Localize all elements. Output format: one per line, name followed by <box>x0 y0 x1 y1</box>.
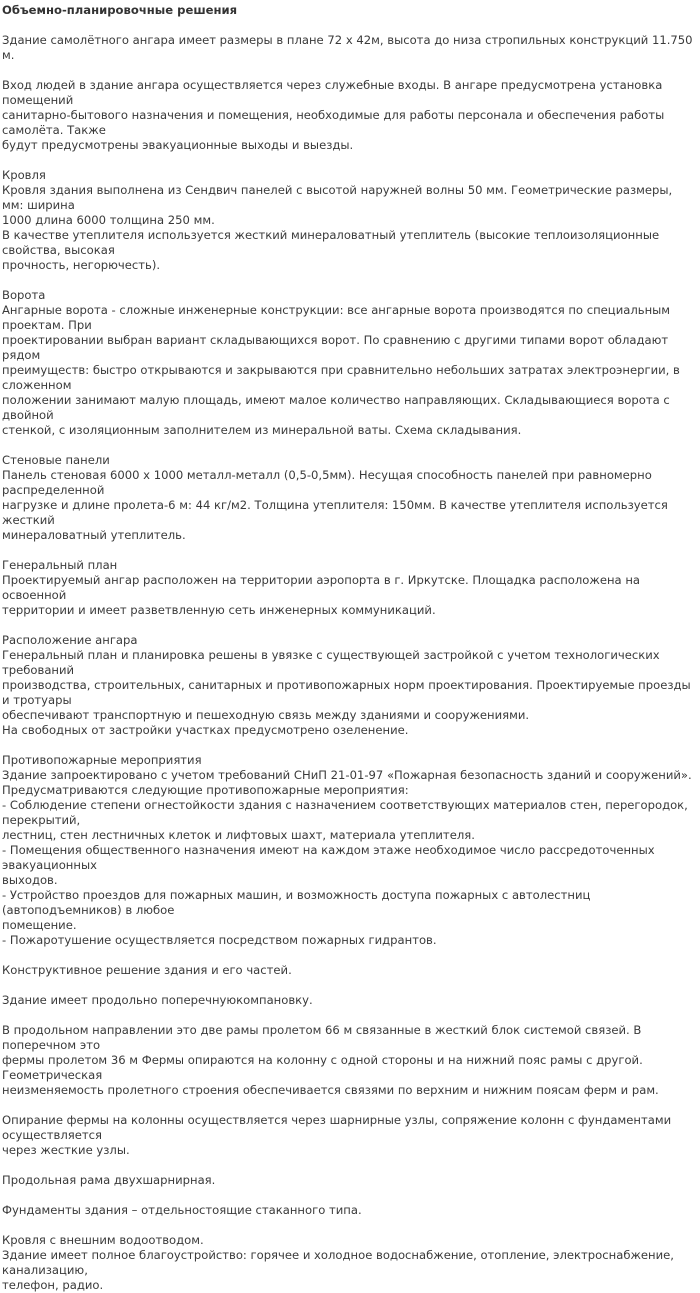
text-line: Предусматриваются следующие противопожарные мероприятия: <box>2 783 409 797</box>
paragraph <box>2 168 697 273</box>
text-line: санитарно-бытового назначения и помещения, необходимые для работы персонала и обеспечения работы самолёта. Также <box>2 108 665 137</box>
text-line: Расположение ангара <box>2 633 138 647</box>
text-line: лестниц, стен лестничных клеток и лифтовых шахт, материала утеплителя. <box>2 828 475 842</box>
text-line: Фундаменты здания – отдельностоящие стаканного типа. <box>2 1203 362 1217</box>
text-line: - Устройство проездов для пожарных машин, и возможность доступа пожарных с автолестниц (автоподъемников) в любое <box>2 888 591 917</box>
paragraph <box>2 633 697 738</box>
text-line: Стеновые панели <box>2 453 110 467</box>
page-title: Объемно-планировочные решения <box>2 3 238 17</box>
paragraph <box>2 963 697 978</box>
text-line: Конструктивное решение здания и его частей. <box>2 963 292 977</box>
text-line: Здание самолётного ангара имеет размеры в плане 72 х 42м, высота до низа стропильных конструкций 11.750 м. <box>2 33 693 62</box>
text-line: Проектируемый ангар расположен на территории аэропорта в г. Иркутске. Площадка расположена на освоенной <box>2 573 641 602</box>
text-line: Панель стеновая 6000 х 1000 металл-металл (0,5-0,5мм). Несущая способность панелей при равномерно распределенной <box>2 468 652 497</box>
text-line: неизменяемость пролетного строения обеспечивается связями по верхним и нижним поясам ферм и рам. <box>2 1083 659 1097</box>
text-line: территории и имеет разветвленную сеть инженерных коммуникаций. <box>2 603 436 617</box>
text-line: Здание имеет продольно поперечнуюкомпановку. <box>2 993 313 1007</box>
text-line: В продольном направлении это две рамы пролетом 66 м связанные в жесткий блок системой связей. В поперечном это <box>2 1023 642 1052</box>
text-line: Кровля здания выполнена из Сендвич панелей с высотой наружней волны 50 мм. Геометрические размеры, мм: ширина <box>2 183 673 212</box>
paragraph <box>2 993 697 1008</box>
text-line: 1000 длина 6000 толщина 250 мм. <box>2 213 215 227</box>
text-line: телефон, радио. <box>2 1278 104 1292</box>
paragraph <box>2 1113 697 1158</box>
paragraph <box>2 78 697 153</box>
text-line: преимуществ: быстро открываются и закрываются при сравнительно небольших затратах электроэнергии, в сложенном <box>2 363 680 392</box>
text-line: фермы пролетом 36 м Фермы опираются на колонну с одной стороны и на нижний пояс рамы с другой. Геометрическая <box>2 1053 643 1082</box>
text-line: через жесткие узлы. <box>2 1143 130 1157</box>
text-line: - Пожаротушение осуществляется посредством пожарных гидрантов. <box>2 933 437 947</box>
text-line: нагрузке и длине пролета-6 м: 44 кг/м2. Толщина утеплителя: 150мм. В качестве утеплителя используется жесткий <box>2 498 668 527</box>
text-line: прочность, негорючесть). <box>2 258 161 272</box>
text-line: На свободных от застройки участках предусмотрено озеленение. <box>2 723 409 737</box>
text-line: Противопожарные мероприятия <box>2 753 202 767</box>
paragraph <box>2 1023 697 1098</box>
paragraph <box>2 288 697 438</box>
text-line: производства, строительных, санитарных и противопожарных норм проектирования. Проектируемые проезды и тротуары <box>2 678 691 707</box>
paragraph <box>2 753 697 948</box>
text-line: обеспечивают транспортную и пешеходную связь между зданиями и сооружениями. <box>2 708 530 722</box>
text-line: положении занимают малую площадь, имеют малое количество направляющих. Складывающиеся ворота с двойной <box>2 393 670 422</box>
text-line: Опирание фермы на колонны осуществляется через шарнирные узлы, сопряжение колонн с фундаментами осуществляется <box>2 1113 672 1142</box>
text-line: проектировании выбран вариант складывающихся ворот. По сравнению с другими типами ворот обладают рядом <box>2 333 669 362</box>
text-line: - Соблюдение степени огнестойкости здания с назначением соответствующих материалов стен, перегородок, перекрытий, <box>2 798 688 827</box>
text-line: В качестве утеплителя используется жесткий минераловатный утеплитель (высокие теплоизоляционные свойства, высокая <box>2 228 660 257</box>
text-line: Здание имеет полное благоустройство: горячее и холодное водоснабжение, отопление, электроснабжение, канализацию, <box>2 1248 674 1277</box>
text-line: выходов. <box>2 873 58 887</box>
text-line: будут предусмотрены эвакуационные выходы и выезды. <box>2 138 354 152</box>
text-line: Здание запроектировано с учетом требований СНиП 21-01-97 «Пожарная безопасность зданий и сооружений». <box>2 768 692 782</box>
paragraph <box>2 453 697 543</box>
text-line: Кровля с внешним водоотводом. <box>2 1233 204 1247</box>
paragraph <box>2 558 697 618</box>
text-line: стенкой, с изоляционным заполнителем из минеральной ваты. Схема складывания. <box>2 423 522 437</box>
text-line: Генеральный план <box>2 558 118 572</box>
text-line: Кровля <box>2 168 46 182</box>
text-line: Продольная рама двухшарнирная. <box>2 1173 216 1187</box>
paragraph <box>2 33 697 63</box>
document-body <box>2 33 697 1293</box>
text-line: Генеральный план и планировка решены в увязке с существующей застройкой с учетом технологических требований <box>2 648 660 677</box>
text-line: Ворота <box>2 288 46 302</box>
paragraph <box>2 1233 697 1293</box>
text-line: помещение. <box>2 918 77 932</box>
text-line: Вход людей в здание ангара осуществляется через служебные входы. В ангаре предусмотрена установка помещений <box>2 78 663 107</box>
text-line: - Помещения общественного назначения имеют на каждом этаже необходимое число рассредоточенных эвакуационных <box>2 843 655 872</box>
text-line: минераловатный утеплитель. <box>2 528 186 542</box>
paragraph <box>2 1173 697 1188</box>
text-line: Ангарные ворота - сложные инженерные конструкции: все ангарные ворота производятся по специальным проектам. При <box>2 303 671 332</box>
paragraph <box>2 1203 697 1218</box>
